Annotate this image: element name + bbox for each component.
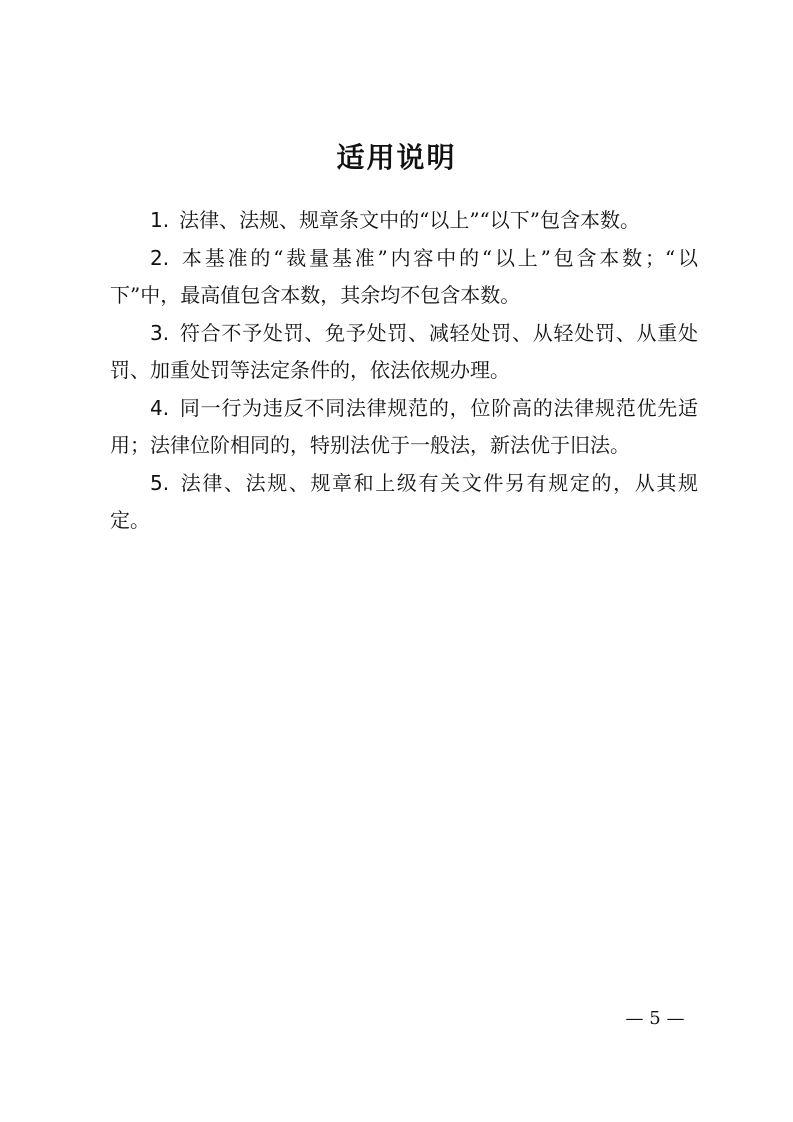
paragraph-1 <box>110 202 698 240</box>
page-number: — 5 — <box>625 1008 685 1029</box>
paragraph-number: 3. <box>150 320 170 345</box>
paragraph-number: 2. <box>150 245 170 270</box>
document-title: 适用说明 <box>336 141 457 174</box>
paragraph-3 <box>110 315 698 390</box>
paragraph-2 <box>110 240 698 315</box>
document-body <box>110 202 698 540</box>
paragraph-text: 法律、法规、规章条文中的“以上”“以下”包含本数。 <box>179 208 640 232</box>
paragraph-text: 符合不予处罚、免予处罚、减轻处罚、从轻处罚、从重处罚、加重处罚等法定条件的，依法依规办理。 <box>110 320 698 382</box>
paragraph-5 <box>110 465 698 540</box>
paragraph-number: 4. <box>150 395 170 420</box>
paragraph-4 <box>110 390 698 465</box>
paragraph-number: 5. <box>150 470 170 495</box>
paragraph-number: 1. <box>150 208 170 232</box>
paragraph-text: 法律、法规、规章和上级有关文件另有规定的，从其规定。 <box>110 470 698 532</box>
paragraph-text: 本基准的“裁量基准”内容中的“以上”包含本数；“以下”中，最高值包含本数，其余均不包含本数。 <box>110 245 698 307</box>
paragraph-text: 同一行为违反不同法律规范的，位阶高的法律规范优先适用；法律位阶相同的，特别法优于一般法，新法优于旧法。 <box>110 395 698 457</box>
